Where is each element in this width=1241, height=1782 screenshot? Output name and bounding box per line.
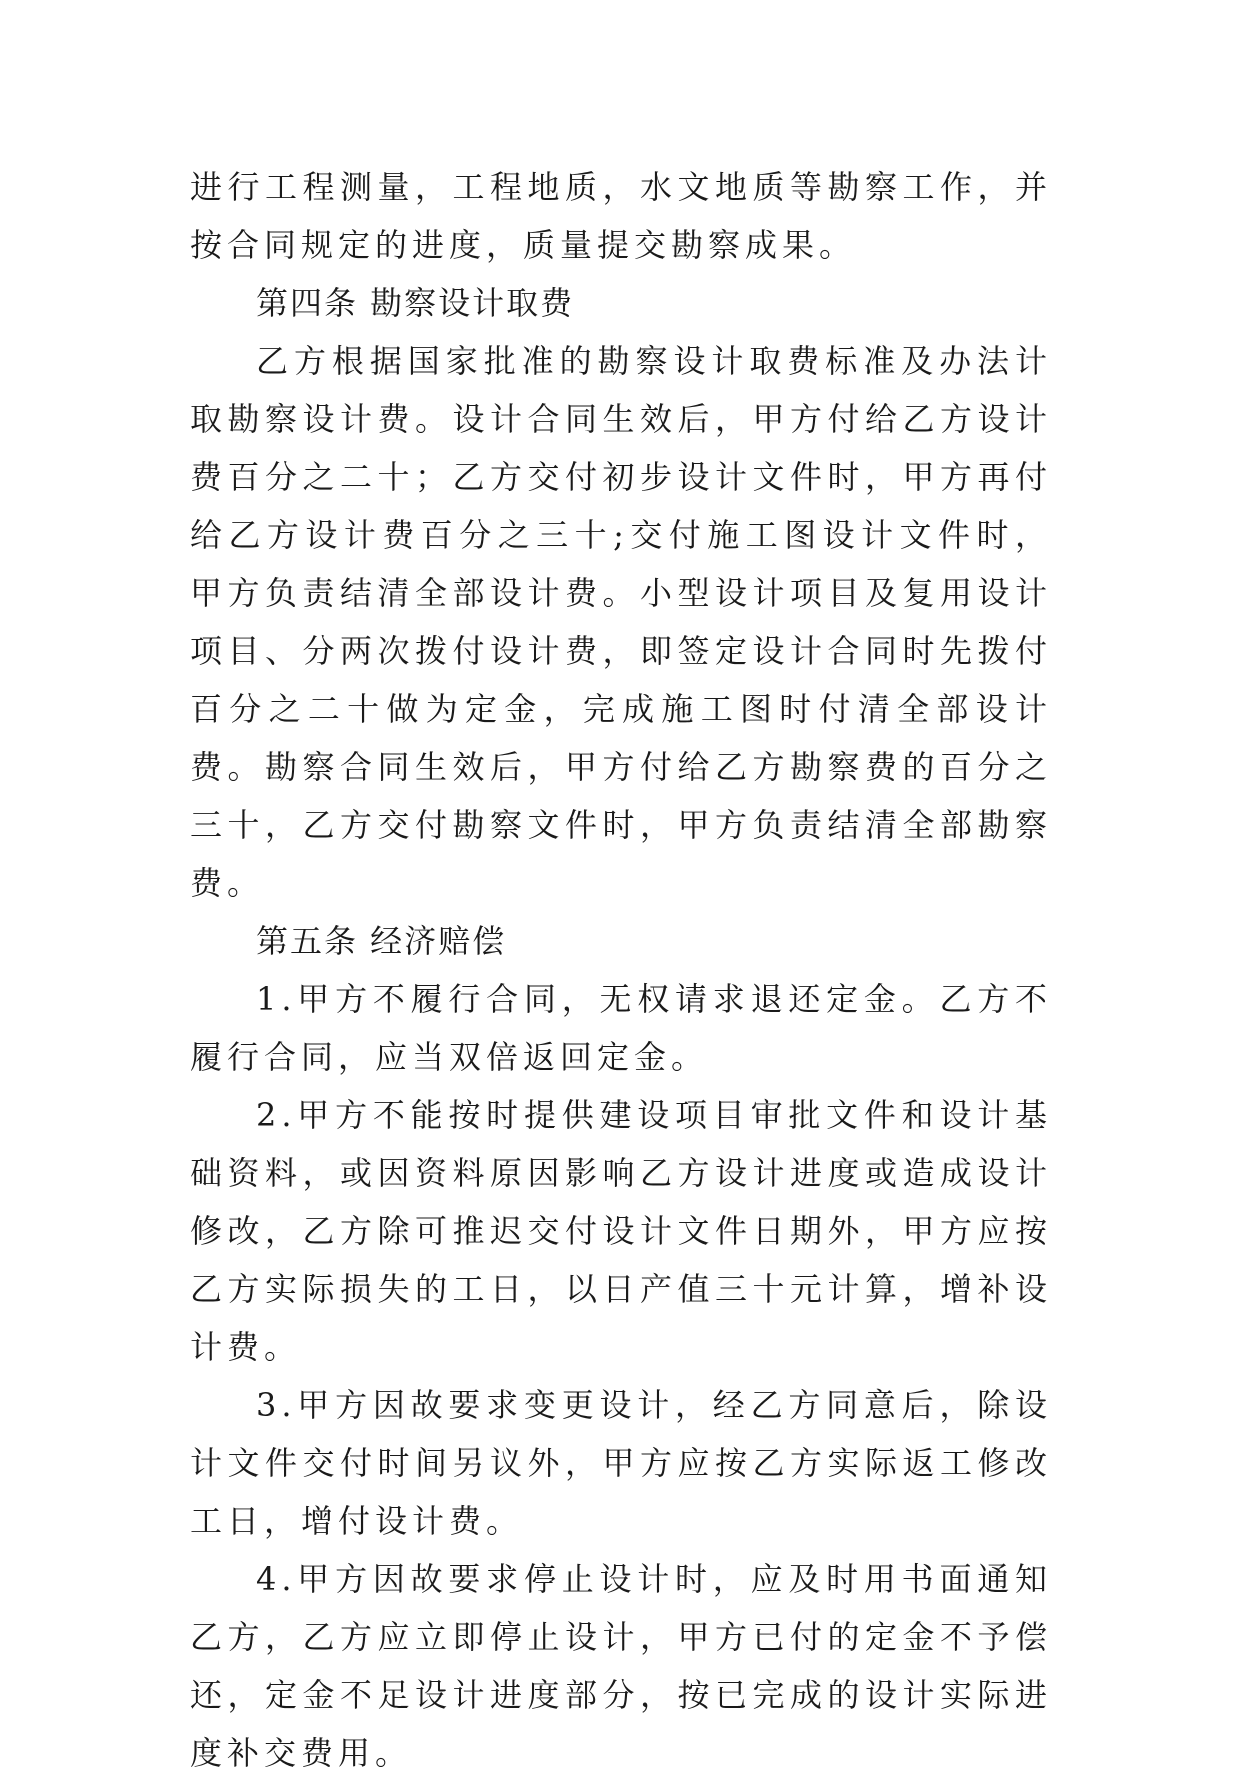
article-4-fee-paragraph: 乙方根据国家批准的勘察设计取费标准及办法计取勘察设计费。设计合同生效后，甲方付给乙方设计费百分之二十；乙方交付初步设计文件时，甲方再付给乙方设计费百分之三十;交付施工图设计文件时，甲方负责结清全部设计费。小型设计项目及复用设计项目、分两次拨付设计费，即签定设计合同时先拨付百分之二十做为定金，完成施工图时付清全部设计费。勘察合同生效后，甲方付给乙方勘察费的百分之三十，乙方交付勘察文件时，甲方负责结清全部勘察费。 — [190, 342, 1052, 902]
article-5-item-1: 1.甲方不履行合同，无权请求退还定金。乙方不履行合同，应当双倍返回定金。 — [190, 980, 1052, 1076]
paragraph-continuation: 进行工程测量，工程地质，水文地质等勘察工作，并按合同规定的进度，质量提交勘察成果。 — [190, 168, 1052, 264]
article-5-item-4: 4.甲方因故要求停止设计时，应及时用书面通知乙方，乙方应立即停止设计，甲方已付的定金不予偿还，定金不足设计进度部分，按已完成的设计实际进度补交费用。 — [190, 1560, 1052, 1772]
article-5-item-2: 2.甲方不能按时提供建设项目审批文件和设计基础资料，或因资料原因影响乙方设计进度或造成设计修改，乙方除可推迟交付设计文件日期外，甲方应按乙方实际损失的工日，以日产值三十元计算，增补设计费。 — [190, 1096, 1052, 1366]
document-body — [190, 158, 1052, 1782]
article-5-heading: 第五条 经济赔偿 — [256, 922, 507, 960]
article-4-heading: 第四条 勘察设计取费 — [256, 284, 575, 322]
article-5-item-3: 3.甲方因故要求变更设计，经乙方同意后，除设计文件交付时间另议外，甲方应按乙方实际返工修改工日，增付设计费。 — [190, 1386, 1052, 1540]
